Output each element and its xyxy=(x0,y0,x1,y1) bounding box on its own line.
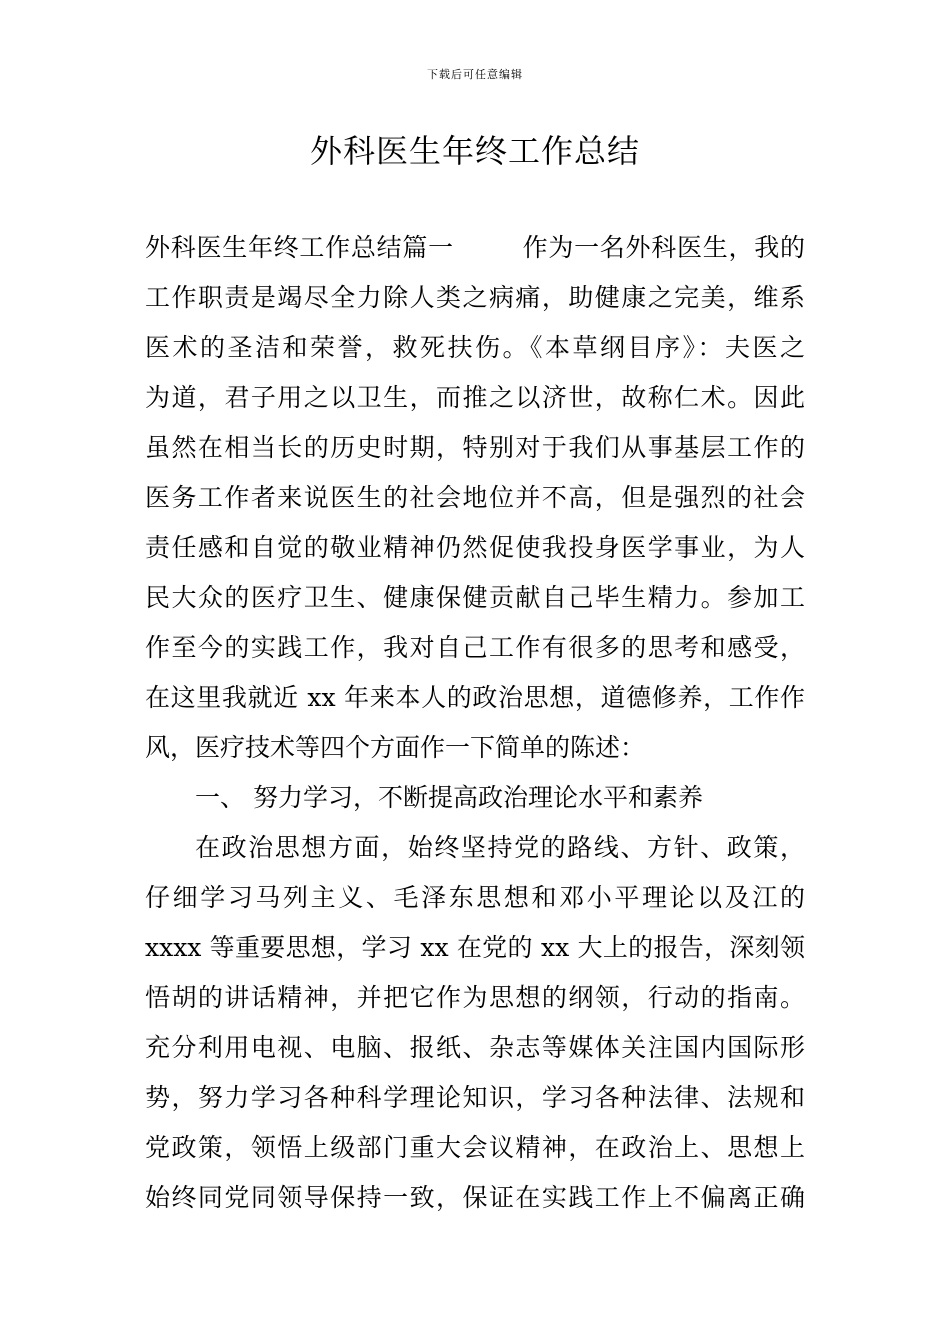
body-line: 作至今的实践工作，我对自己工作有很多的思考和感受， xyxy=(145,633,805,662)
body-line: 在政治思想方面，始终坚持党的路线、方针、政策， xyxy=(195,833,805,862)
body-line: 为道，君子用之以卫生，而推之以济世，故称仁术。因此 xyxy=(145,383,805,412)
body-line: xxxx 等重要思想，学习 xx 在党的 xx 大上的报告，深刻领 xyxy=(145,933,805,962)
body-line: 民大众的医疗卫生、健康保健贡献自己毕生精力。参加工 xyxy=(145,583,805,612)
body-line: 始终同党同领导保持一致，保证在实践工作上不偏离正确 xyxy=(145,1183,805,1212)
section-heading: 一、 努力学习，不断提高政治理论水平和素养 xyxy=(195,783,703,812)
body-line: 悟胡的讲话精神，并把它作为思想的纲领，行动的指南。 xyxy=(145,983,805,1012)
body-line: 充分利用电视、电脑、报纸、杂志等媒体关注国内国际形 xyxy=(145,1033,805,1062)
body-line: 党政策，领悟上级部门重大会议精神，在政治上、思想上 xyxy=(145,1133,805,1162)
body-line xyxy=(145,223,805,273)
document-title: 外科医生年终工作总结 xyxy=(309,132,640,170)
body-line: 责任感和自觉的敬业精神仍然促使我投身医学事业，为人 xyxy=(145,533,805,562)
body-line: 在这里我就近 xx 年来本人的政治思想，道德修养，工作作 xyxy=(145,683,805,712)
body-line: 医术的圣洁和荣誉，救死扶伤。《本草纲目序》：夫医之 xyxy=(145,333,805,362)
body-line: 虽然在相当长的历史时期，特别对于我们从事基层工作的 xyxy=(145,433,805,462)
body-line: 工作职责是竭尽全力除人类之病痛，助健康之完美，维系 xyxy=(145,283,805,312)
body-line: 势，努力学习各种科学理论知识，学习各种法律、法规和 xyxy=(145,1083,805,1112)
body-line: 仔细学习马列主义、毛泽东思想和邓小平理论以及江的 xyxy=(145,883,805,912)
body-line: 风，医疗技术等四个方面作一下简单的陈述： xyxy=(145,733,646,762)
document-body xyxy=(145,223,805,1223)
intro-first-sentence: 作为一名外科医生，我的 xyxy=(521,233,805,262)
header-note: 下载后可任意编辑 xyxy=(427,68,523,81)
body-line: 医务工作者来说医生的社会地位并不高，但是强烈的社会 xyxy=(145,483,805,512)
intro-heading: 外科医生年终工作总结篇一 xyxy=(145,233,454,262)
